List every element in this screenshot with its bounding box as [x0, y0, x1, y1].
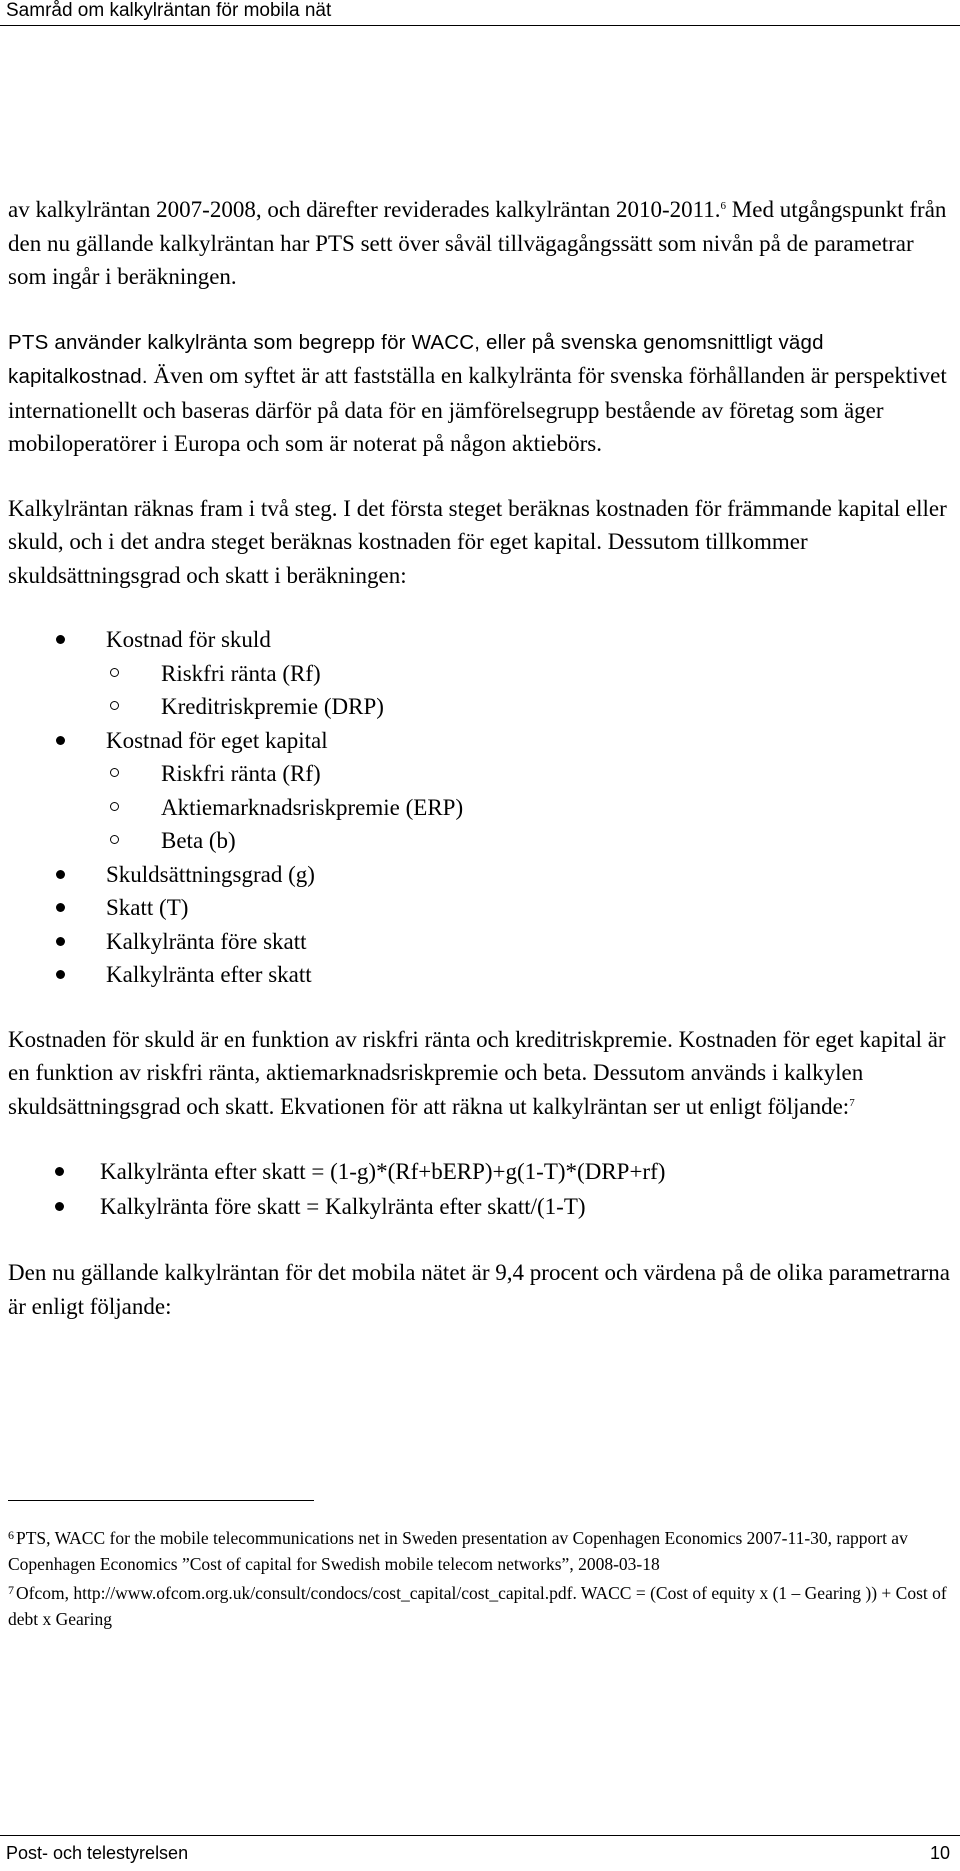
paragraph-current-rate: Den nu gällande kalkylräntan för det mobila nätet är 9,4 procent och värdena på de olika parametrarna är enligt följande:	[8, 1260, 950, 1319]
footnote	[8, 1577, 953, 1632]
footnote-ref-7[interactable]: 7	[849, 1096, 855, 1109]
bullet-icon	[55, 1202, 64, 1211]
list-item-label: Kreditriskpremie (DRP)	[161, 694, 384, 719]
footer-organization: Post- och telestyrelsen	[6, 1843, 189, 1863]
paragraph-intro-text-a: av kalkylräntan 2007-2008, och därefter reviderades kalkylräntan 2010-2011.	[8, 197, 721, 222]
page-number: 10	[929, 1843, 950, 1863]
equation-list	[8, 1154, 953, 1224]
list-item-label: Aktiemarknadsriskpremie (ERP)	[161, 794, 464, 820]
page-header	[0, 0, 960, 21]
footnote-ref-6[interactable]: 6	[720, 200, 727, 212]
bullet-icon	[56, 903, 65, 912]
bullet-icon	[55, 1167, 64, 1176]
bullet-icon	[56, 937, 65, 946]
list-item	[8, 690, 953, 724]
list-item-label: Skatt (T)	[106, 895, 189, 920]
list-item	[8, 824, 953, 858]
list-item	[8, 757, 953, 791]
circle-bullet-icon	[110, 802, 119, 811]
footnote-number: 6	[8, 1528, 14, 1542]
footnote-divider	[8, 1500, 314, 1501]
list-item-label: Skuldsättningsgrad (g)	[106, 861, 315, 887]
document-title: Samråd om kalkylräntan för mobila nät	[6, 0, 332, 21]
header-divider	[0, 25, 960, 26]
list-item	[8, 858, 953, 892]
list-item	[8, 623, 953, 657]
circle-bullet-icon	[110, 768, 119, 777]
list-item	[8, 891, 953, 925]
paragraph-steps: Kalkylräntan räknas fram i två steg. I det första steget beräknas kostnaden för främmande kapital eller skuld, och i det andra steget beräknas kostnaden för eget kapital. Dessutom tillkommer skuldsättningsgrad och skatt i beräkningen:	[8, 495, 947, 588]
bullet-icon	[56, 870, 65, 879]
paragraph-wacc-rest: Även om syftet är att fastställa en kalkylränta för svenska förhållanden är perspektivet internationellt och baseras därför på data för en jämförelsegrupp bestående av företag som äger mobiloperatörer i Europa och som är noterat på någon aktiebörs.	[8, 363, 947, 456]
circle-bullet-icon	[110, 701, 119, 710]
equation-after-tax: Kalkylränta efter skatt = (1-g)*(Rf+bERP)+g(1-T)*(DRP+rf)	[100, 1159, 666, 1184]
list-item-label: Kostnad för eget kapital	[106, 727, 328, 753]
paragraph-cost-explanation	[8, 1023, 953, 1124]
list-item	[8, 925, 953, 959]
equation-item	[8, 1189, 953, 1224]
list-item	[8, 791, 953, 825]
bullet-icon	[56, 970, 65, 979]
footnote	[8, 1522, 953, 1577]
bullet-icon	[56, 736, 65, 745]
list-item-label: Kalkylränta efter skatt	[106, 962, 312, 987]
list-item-label: Kalkylränta före skatt	[106, 928, 307, 954]
list-item-label: Kostnad för skuld	[106, 627, 271, 652]
list-item-label: Riskfri ränta (Rf)	[161, 660, 321, 686]
paragraph-intro-text-b: Med utgångspunkt från den nu gällande kalkylräntan har PTS sett över såväl tillvägagångssätt som nivån på de parametrar som ingår i beräkningen.	[8, 197, 947, 289]
list-item-label: Beta (b)	[161, 828, 236, 853]
circle-bullet-icon	[110, 835, 119, 844]
footnote-number: 7	[8, 1583, 14, 1597]
list-item	[8, 657, 953, 691]
paragraph-intro	[8, 193, 953, 294]
paragraph-cost-text: Kostnaden för skuld är en funktion av riskfri ränta och kreditriskpremie. Kostnaden för eget kapital är en funktion av riskfri ränta, aktiemarknadsriskpremie och beta. Dessutom används i kalkylen skuldsättningsgrad och skatt. Ekvationen för att räkna ut kalkylräntan ser ut enligt följande:	[8, 1026, 946, 1119]
equation-before-tax: Kalkylränta före skatt = Kalkylränta efter skatt/(1-T)	[100, 1194, 586, 1219]
document-body	[8, 193, 953, 1354]
list-item	[8, 724, 953, 758]
footnote-text: Ofcom, http://www.ofcom.org.uk/consult/condocs/cost_capital/cost_capital.pdf. WACC = (Cost of equity x (1 – Gearing )) + Cost of debt x Gearing	[8, 1583, 947, 1629]
paragraph-wacc-definition: PTS använder kalkylränta som begrepp för WACC, eller på svenska genomsnittligt vägd kapitalkostnad.	[8, 330, 824, 388]
footnotes	[8, 1522, 953, 1632]
footer-divider	[0, 1835, 960, 1836]
circle-bullet-icon	[110, 668, 119, 677]
bullet-icon	[56, 635, 65, 644]
parameter-list	[8, 623, 953, 992]
equation-item	[8, 1154, 953, 1189]
footnote-text: PTS, WACC for the mobile telecommunications net in Sweden presentation av Copenhagen Economics 2007-11-30, rapport av Copenhagen Economics ”Cost of capital for Swedish mobile telecom networks”, 2008-03-18	[8, 1528, 908, 1574]
list-item-label: Riskfri ränta (Rf)	[161, 761, 321, 786]
list-item	[8, 958, 953, 992]
paragraph-wacc	[8, 325, 953, 461]
